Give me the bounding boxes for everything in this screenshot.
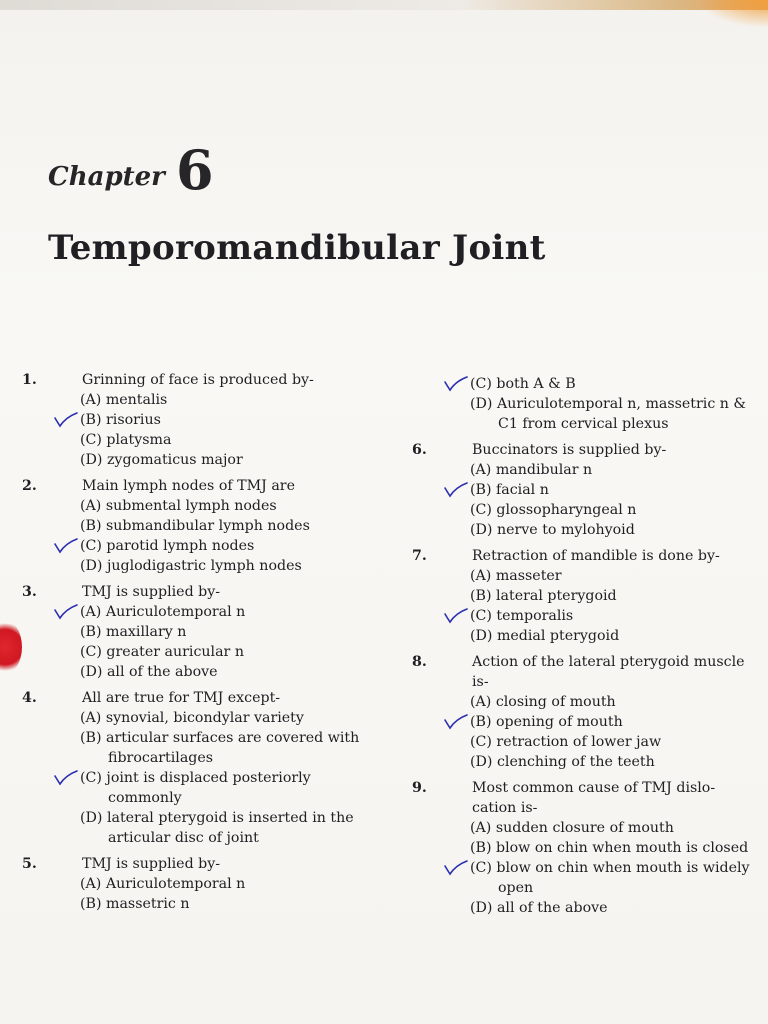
option-text: (D) nerve to mylohyoid: [470, 522, 635, 538]
option-text: (D) all of the above: [470, 900, 608, 916]
answer-option: [470, 818, 752, 838]
option-list: [470, 818, 752, 918]
option-text: (A) mandibular n: [470, 462, 593, 478]
option-text: (A) Auriculotemporal n: [80, 876, 246, 892]
option-text: (D) medial pterygoid: [470, 628, 620, 644]
answer-option: [470, 732, 752, 752]
question-stem: Most common cause of TMJ dislo-: [472, 780, 716, 796]
option-text: (C) platysma: [80, 432, 172, 448]
option-text: (B) facial n: [470, 482, 549, 498]
question-stem: Main lymph nodes of TMJ are: [82, 478, 295, 494]
question-number: 7.: [412, 548, 427, 564]
option-text: (B) massetric n: [80, 896, 190, 912]
option-text: (B) lateral pterygoid: [470, 588, 617, 604]
question-block: [412, 652, 752, 772]
corner-shadow: [698, 0, 768, 28]
question-stem-continuation: is-: [472, 674, 489, 690]
answer-option: [470, 500, 752, 520]
pen-checkmark-icon: [54, 411, 78, 427]
option-text: (D) clenching of the teeth: [470, 754, 655, 770]
option-text: (D) zygomaticus major: [80, 452, 243, 468]
answer-option: [80, 536, 362, 556]
option-list: [80, 708, 362, 848]
answer-option: [80, 808, 362, 828]
option-text: (D) lateral pterygoid is inserted in the: [80, 810, 354, 826]
right-question-column: [412, 374, 752, 918]
answer-option: [470, 606, 752, 626]
answer-option: [470, 898, 752, 918]
question-number: 6.: [412, 442, 427, 458]
page-top-edge: [0, 0, 768, 10]
option-list: [80, 874, 362, 914]
answer-option: [80, 662, 362, 682]
option-text: (C) blow on chin when mouth is widely: [470, 860, 750, 876]
option-text: (B) submandibular lymph nodes: [80, 518, 310, 534]
option-list: [470, 374, 752, 434]
question-number: 5.: [22, 856, 37, 872]
option-text: (A) synovial, bicondylar variety: [80, 710, 304, 726]
answer-option: [470, 566, 752, 586]
option-list: [80, 390, 362, 470]
pen-checkmark-icon: [54, 537, 78, 553]
answer-option: [80, 390, 362, 410]
option-text: (B) opening of mouth: [470, 714, 623, 730]
option-text: (B) blow on chin when mouth is closed: [470, 840, 749, 856]
option-text: (D) Auriculotemporal n, massetric n &: [470, 396, 747, 412]
question-stem: Grinning of face is produced by-: [82, 372, 314, 388]
answer-option: [470, 838, 752, 858]
option-text: (C) joint is displaced posteriorly: [80, 770, 311, 786]
answer-option: [470, 752, 752, 772]
option-list: [470, 692, 752, 772]
answer-option: [470, 394, 752, 414]
pen-checkmark-icon: [444, 859, 468, 875]
answer-option: [80, 602, 362, 622]
answer-option: [470, 480, 752, 500]
option-text: (B) maxillary n: [80, 624, 187, 640]
option-text: (A) submental lymph nodes: [80, 498, 277, 514]
chapter-label: Chapter: [48, 162, 165, 192]
option-continuation: fibrocartilages: [108, 750, 214, 766]
left-question-column: [22, 370, 362, 914]
chapter-number: 6: [175, 138, 214, 202]
answer-option: [80, 622, 362, 642]
option-text: (B) risorius: [80, 412, 161, 428]
option-text: (C) parotid lymph nodes: [80, 538, 255, 554]
question-number: 3.: [22, 584, 37, 600]
chapter-title: Temporomandibular Joint: [48, 228, 546, 268]
option-list: [470, 566, 752, 646]
question-stem: Buccinators is supplied by-: [472, 442, 667, 458]
option-list: [80, 496, 362, 576]
answer-option: [80, 410, 362, 430]
option-text: (C) temporalis: [470, 608, 574, 624]
question-block: [412, 546, 752, 646]
option-continuation: commonly: [108, 790, 182, 806]
answer-option: [80, 556, 362, 576]
question-block: [412, 440, 752, 540]
option-continuation: open: [498, 880, 534, 896]
question-stem: Action of the lateral pterygoid muscle: [472, 654, 745, 670]
answer-option: [80, 450, 362, 470]
option-text: (C) retraction of lower jaw: [470, 734, 662, 750]
question-number: 8.: [412, 654, 427, 670]
option-continuation: articular disc of joint: [108, 830, 259, 846]
question-number: 4.: [22, 690, 37, 706]
question-number: 1.: [22, 372, 37, 388]
option-list: [80, 602, 362, 682]
question-stem: All are true for TMJ except-: [82, 690, 281, 706]
answer-option: [80, 496, 362, 516]
answer-option: [80, 642, 362, 662]
question-block: [22, 854, 362, 914]
option-text: (A) sudden closure of mouth: [470, 820, 674, 836]
answer-option: [470, 374, 752, 394]
answer-option: [80, 894, 362, 914]
pen-checkmark-icon: [444, 481, 468, 497]
option-text: (B) articular surfaces are covered with: [80, 730, 360, 746]
option-text: (D) all of the above: [80, 664, 218, 680]
answer-option: [80, 430, 362, 450]
question-stem: TMJ is supplied by-: [82, 856, 221, 872]
answer-option: [470, 712, 752, 732]
option-text: (A) mentalis: [80, 392, 168, 408]
question-block: [412, 374, 752, 434]
option-text: (C) both A & B: [470, 376, 576, 392]
option-text: (C) glossopharyngeal n: [470, 502, 637, 518]
option-continuation: C1 from cervical plexus: [498, 416, 669, 432]
chapter-heading: [48, 138, 214, 202]
question-block: [22, 370, 362, 470]
answer-option: [470, 586, 752, 606]
answer-option: [470, 626, 752, 646]
answer-option: [470, 858, 752, 878]
pen-checkmark-icon: [444, 607, 468, 623]
answer-option: [470, 460, 752, 480]
answer-option: [470, 520, 752, 540]
pen-checkmark-icon: [54, 603, 78, 619]
question-stem-continuation: cation is-: [472, 800, 538, 816]
question-block: [22, 476, 362, 576]
option-list: [470, 460, 752, 540]
answer-option: [80, 708, 362, 728]
answer-option: [80, 768, 362, 788]
answer-option: [80, 874, 362, 894]
answer-option: [80, 728, 362, 748]
option-text: (D) juglodigastric lymph nodes: [80, 558, 302, 574]
question-block: [412, 778, 752, 918]
pen-checkmark-icon: [444, 713, 468, 729]
question-block: [22, 582, 362, 682]
question-stem: Retraction of mandible is done by-: [472, 548, 720, 564]
pen-checkmark-icon: [54, 769, 78, 785]
option-text: (A) masseter: [470, 568, 562, 584]
question-stem: TMJ is supplied by-: [82, 584, 221, 600]
answer-option: [470, 692, 752, 712]
pen-checkmark-icon: [444, 375, 468, 391]
answer-option: [80, 516, 362, 536]
option-text: (A) closing of mouth: [470, 694, 616, 710]
question-block: [22, 688, 362, 848]
option-text: (A) Auriculotemporal n: [80, 604, 246, 620]
question-number: 9.: [412, 780, 427, 796]
question-number: 2.: [22, 478, 37, 494]
option-text: (C) greater auricular n: [80, 644, 244, 660]
